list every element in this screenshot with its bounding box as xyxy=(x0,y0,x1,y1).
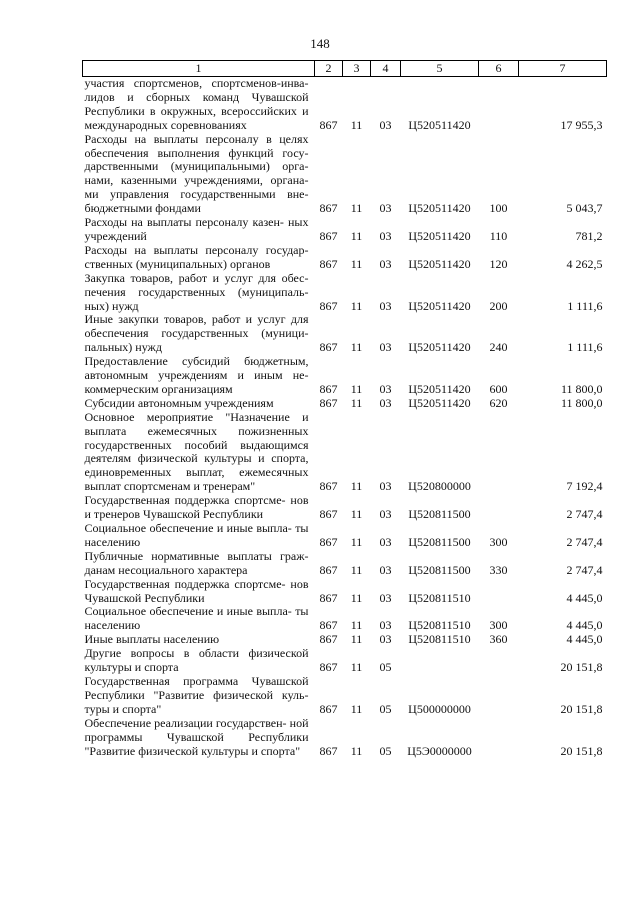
vr-code: 600 xyxy=(489,381,508,396)
row-name: Иные закупки товаров, работ и услуг для обеспечения государственных (муници- пальных) нужд xyxy=(84,312,309,355)
page-number: 148 xyxy=(310,36,330,51)
gr-code: 867 xyxy=(319,507,338,522)
vr-code: 110 xyxy=(489,228,508,243)
pr-code: 03 xyxy=(379,298,392,313)
pr-code: 03 xyxy=(379,590,392,605)
table-row xyxy=(83,77,607,133)
rz-code: 11 xyxy=(350,256,363,271)
column-header: 1 xyxy=(83,61,315,77)
row-name: Государственная программа Чувашской Республики "Развитие физической куль- туры и спорта" xyxy=(84,673,309,716)
rz-code: 11 xyxy=(350,701,363,716)
row-name: Предоставление субсидий бюджетным, автономным учреждениям и иным не- коммерческим организациям xyxy=(84,354,309,396)
row-sum: 7 192,4 xyxy=(566,479,603,494)
column-header: 3 xyxy=(343,61,371,77)
gr-code: 867 xyxy=(319,256,338,271)
vr-code: 300 xyxy=(489,534,508,549)
row-name: Субсидии автономным учреждениям xyxy=(84,395,274,410)
vr-code xyxy=(479,411,519,494)
row-sum: 11 800,0 xyxy=(560,395,603,410)
pr-code: 03 xyxy=(379,395,392,410)
budget-table xyxy=(82,60,607,758)
row-name: участия спортсменов, спортсменов-инва- лидов и сборных команд Чувашской Республики в окружных, всероссийских и международных соревнованиях xyxy=(84,76,309,132)
csr-code: Ц520511420 xyxy=(408,117,471,132)
row-sum: 20 151,8 xyxy=(560,701,603,716)
rz-code: 11 xyxy=(350,340,363,355)
csr-code: Ц520811510 xyxy=(408,590,471,605)
pr-code: 03 xyxy=(379,562,392,577)
rz-code: 11 xyxy=(350,507,363,522)
vr-code: 360 xyxy=(489,632,508,647)
gr-code: 867 xyxy=(319,701,338,716)
vr-code: 620 xyxy=(489,395,508,410)
row-sum: 20 151,8 xyxy=(560,743,603,758)
row-sum: 5 043,7 xyxy=(566,201,603,216)
csr-code: Ц500000000 xyxy=(408,701,471,716)
row-name: Другие вопросы в области физической культуры и спорта xyxy=(84,646,309,675)
row-name: Основное мероприятие "Назначение и выплата ежемесячных пожизненных государственных пособий выдающимся деятелям физической культуры и спорта, единовременных выплат, ежемесячных выплат спортсменам и тренерам" xyxy=(84,409,309,494)
table-row xyxy=(83,550,607,578)
pr-code: 03 xyxy=(379,201,392,216)
rz-code: 11 xyxy=(350,590,363,605)
csr-code: Ц520511420 xyxy=(408,340,471,355)
csr-code xyxy=(401,647,479,675)
row-name: Расходы на выплаты персоналу в целях обеспечения выполнения функций госу- дарственными (муниципальными) орга- нами, казенными учреждениями, органа- ми управления государственными вне- бюджетными фондами xyxy=(84,131,309,216)
pr-code: 03 xyxy=(379,381,392,396)
csr-code: Ц520811500 xyxy=(408,562,471,577)
vr-code xyxy=(479,77,519,133)
gr-code: 867 xyxy=(319,632,338,647)
vr-code: 100 xyxy=(489,201,508,216)
rz-code: 11 xyxy=(350,395,363,410)
table-row xyxy=(83,605,607,633)
vr-code: 330 xyxy=(489,562,508,577)
table-row xyxy=(83,272,607,314)
table-row xyxy=(83,244,607,272)
gr-code: 867 xyxy=(319,381,338,396)
csr-code: Ц520811510 xyxy=(408,632,471,647)
row-name: Государственная поддержка спортсме- нов и тренеров Чувашской Республики xyxy=(84,493,309,522)
row-name: Обеспечение реализации государствен- ной программы Чувашской Республики "Развитие физической культуры и спорта" xyxy=(84,715,309,758)
header-row xyxy=(83,61,607,77)
rz-code: 11 xyxy=(350,479,363,494)
rz-code: 11 xyxy=(350,117,363,132)
rz-code: 11 xyxy=(350,228,363,243)
table-row xyxy=(83,216,607,244)
vr-code: 240 xyxy=(489,340,508,355)
rz-code: 11 xyxy=(350,201,363,216)
row-name: Расходы на выплаты персоналу казен- ных учреждений xyxy=(84,215,309,243)
table-row xyxy=(83,313,607,355)
rz-code: 11 xyxy=(350,562,363,577)
pr-code: 05 xyxy=(379,743,392,758)
row-name: Государственная поддержка спортсме- нов Чувашской Республики xyxy=(84,576,309,605)
table-row xyxy=(83,522,607,550)
table-row xyxy=(83,647,607,675)
table-row xyxy=(83,411,607,494)
gr-code: 867 xyxy=(319,618,338,633)
vr-code: 120 xyxy=(489,256,508,271)
pr-code: 03 xyxy=(379,340,392,355)
csr-code: Ц520511420 xyxy=(408,256,471,271)
rz-code: 11 xyxy=(350,381,363,396)
row-name: Закупка товаров, работ и услуг для обес- печения государственных (муниципаль- ных) нужд xyxy=(84,270,309,313)
gr-code: 867 xyxy=(319,743,338,758)
csr-code: Ц520511420 xyxy=(408,201,471,216)
gr-code: 867 xyxy=(319,562,338,577)
table-row xyxy=(83,355,607,397)
pr-code: 03 xyxy=(379,228,392,243)
table-body xyxy=(83,77,607,759)
csr-code: Ц5Э0000000 xyxy=(407,743,472,758)
csr-code: Ц520511420 xyxy=(408,298,471,313)
pr-code: 03 xyxy=(379,507,392,522)
row-sum: 11 800,0 xyxy=(560,381,603,396)
csr-code: Ц520511420 xyxy=(408,228,471,243)
table-row xyxy=(83,133,607,216)
gr-code: 867 xyxy=(319,228,338,243)
table-row xyxy=(83,717,607,759)
gr-code: 867 xyxy=(319,590,338,605)
csr-code: Ц520811500 xyxy=(408,507,471,522)
row-sum: 2 747,4 xyxy=(566,562,603,577)
vr-code xyxy=(479,675,519,717)
gr-code: 867 xyxy=(319,534,338,549)
vr-code xyxy=(479,494,519,522)
csr-code: Ц520811510 xyxy=(408,618,471,633)
pr-code: 05 xyxy=(379,701,392,716)
gr-code: 867 xyxy=(319,395,338,410)
csr-code: Ц520800000 xyxy=(408,479,471,494)
row-sum: 4 262,5 xyxy=(566,256,603,271)
pr-code: 03 xyxy=(379,534,392,549)
column-header: 6 xyxy=(479,61,519,77)
row-sum: 4 445,0 xyxy=(566,590,603,605)
row-sum: 2 747,4 xyxy=(566,534,603,549)
vr-code: 200 xyxy=(489,298,508,313)
gr-code: 867 xyxy=(319,660,338,675)
table-row xyxy=(83,675,607,717)
csr-code: Ц520511420 xyxy=(408,381,471,396)
row-name: Иные выплаты населению xyxy=(84,632,220,647)
pr-code: 03 xyxy=(379,479,392,494)
table-row xyxy=(83,397,607,411)
csr-code: Ц520811500 xyxy=(408,534,471,549)
rz-code: 11 xyxy=(350,660,363,675)
pr-code: 03 xyxy=(379,256,392,271)
vr-code: 300 xyxy=(489,618,508,633)
row-sum: 20 151,8 xyxy=(560,660,603,675)
pr-code: 03 xyxy=(379,632,392,647)
pr-code: 03 xyxy=(379,618,392,633)
pr-code: 03 xyxy=(379,117,392,132)
rz-code: 11 xyxy=(350,534,363,549)
gr-code: 867 xyxy=(319,298,338,313)
row-sum: 1 111,6 xyxy=(567,298,603,313)
vr-code xyxy=(479,717,519,759)
gr-code: 867 xyxy=(319,479,338,494)
rz-code: 11 xyxy=(350,618,363,633)
row-name: Социальное обеспечение и иные выпла- ты населению xyxy=(84,604,309,633)
row-sum: 1 111,6 xyxy=(567,340,603,355)
column-header: 5 xyxy=(401,61,479,77)
row-name: Публичные нормативные выплаты граж- данам несоциального характера xyxy=(84,548,309,577)
rz-code: 11 xyxy=(350,743,363,758)
csr-code: Ц520511420 xyxy=(408,395,471,410)
column-header: 2 xyxy=(315,61,343,77)
row-sum: 4 445,0 xyxy=(566,632,603,647)
row-sum: 2 747,4 xyxy=(566,507,603,522)
row-name: Социальное обеспечение и иные выпла- ты населению xyxy=(84,521,309,549)
row-sum: 17 955,3 xyxy=(560,117,603,132)
vr-code xyxy=(479,647,519,675)
table-row xyxy=(83,578,607,606)
table-row xyxy=(83,633,607,647)
column-header: 4 xyxy=(371,61,401,77)
rz-code: 11 xyxy=(350,632,363,647)
table-row xyxy=(83,494,607,522)
column-header: 7 xyxy=(519,61,607,77)
gr-code: 867 xyxy=(319,117,338,132)
row-sum: 4 445,0 xyxy=(566,618,603,633)
gr-code: 867 xyxy=(319,340,338,355)
row-sum: 781,2 xyxy=(575,228,603,243)
row-name: Расходы на выплаты персоналу государ- ственных (муниципальных) органов xyxy=(84,242,309,271)
rz-code: 11 xyxy=(350,298,363,313)
vr-code xyxy=(479,578,519,606)
pr-code: 05 xyxy=(379,660,392,675)
gr-code: 867 xyxy=(319,201,338,216)
